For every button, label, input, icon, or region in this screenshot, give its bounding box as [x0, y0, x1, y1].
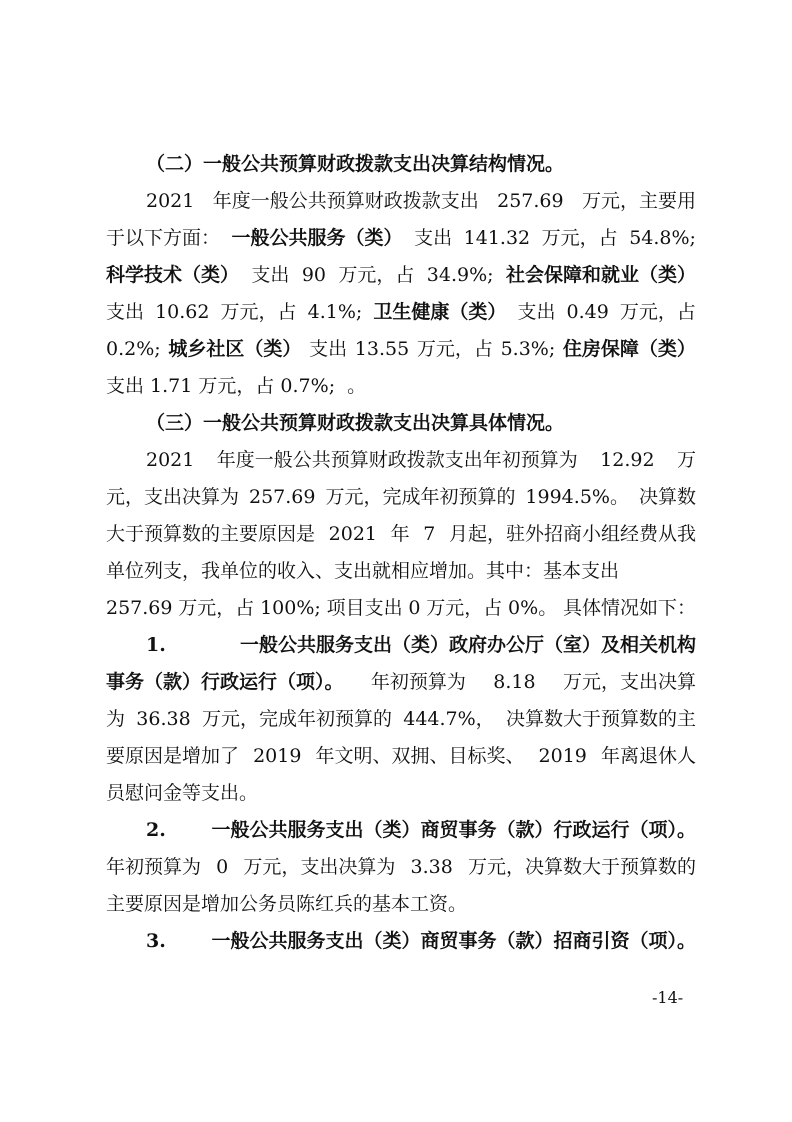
text-segment: 4.1%;	[307, 301, 363, 323]
text-segment: 257.69	[106, 597, 173, 619]
detail-paragraph	[106, 442, 696, 627]
text-segment: 员慰问金等支出。	[106, 782, 259, 804]
text-segment: 大于预算数的主要原因是	[106, 523, 316, 545]
text-segment: 8.18	[493, 671, 536, 693]
text-line	[106, 923, 696, 960]
text-line	[106, 220, 696, 257]
text-segment: 支出	[517, 301, 556, 323]
text-segment: 万元，占	[426, 597, 503, 619]
text-segment: 万元，完成年初预算的	[201, 708, 392, 730]
text-segment: 年文明、双拥、目标奖、	[315, 745, 525, 767]
category-label: 卫生健康（类）	[373, 301, 507, 323]
text-segment: 10.62	[155, 301, 210, 323]
text-segment: 支出	[251, 264, 290, 286]
text-segment: 万元，决算数大于预算数的	[467, 856, 696, 878]
text-line	[106, 442, 696, 479]
text-segment: 0.49	[566, 301, 609, 323]
text-segment: 0	[216, 856, 229, 878]
text-segment: 决算数	[638, 486, 696, 508]
text-segment: 444.7%，	[403, 708, 495, 730]
text-segment: 为	[106, 708, 126, 730]
text-segment: 支出 1.71 万元，占 0.7%; 。	[106, 375, 367, 397]
text-line	[106, 553, 696, 590]
page-number: -14-	[652, 988, 684, 1007]
detail-item-1	[106, 627, 696, 812]
text-segment: 万元，支出决算	[562, 671, 696, 693]
text-line	[106, 590, 696, 627]
text-segment: 万元，占	[338, 264, 415, 286]
text-segment: 141.32	[463, 227, 531, 249]
text-segment: 0.2%;	[106, 338, 161, 360]
detail-item-2	[106, 812, 696, 923]
item-heading: 一般公共服务支出（类）商贸事务（款）行政运行（项）。	[211, 819, 696, 841]
text-segment: 90	[301, 264, 326, 286]
text-segment: 7	[423, 523, 436, 545]
document-body	[106, 146, 696, 960]
text-segment: 决算数大于预算数的主	[505, 708, 696, 730]
text-line	[106, 812, 696, 849]
text-line	[106, 738, 696, 775]
text-line	[106, 664, 696, 701]
text-segment: 1994.5%。	[525, 486, 629, 508]
text-line	[106, 849, 696, 886]
text-line	[106, 479, 696, 516]
text-segment: 13.55	[354, 338, 410, 360]
heading-text: （二）一般公共预算财政拨款支出决算结构情况。	[146, 153, 565, 175]
text-segment: 年	[390, 523, 410, 545]
item-heading: 一般公共服务支出（类）政府办公厅（室）及相关机构	[239, 634, 696, 656]
text-segment: 34.9%;	[426, 264, 494, 286]
detail-item-3	[106, 923, 696, 960]
text-segment: 12.92	[600, 449, 655, 471]
heading-text: （三）一般公共预算财政拨款支出决算具体情况。	[146, 412, 565, 434]
text-segment: 项目支出	[326, 597, 403, 619]
text-segment: 支出	[309, 338, 348, 360]
text-segment: 年度一般公共预算财政拨款支出	[212, 190, 479, 212]
text-segment: 2021	[146, 190, 195, 212]
text-line	[106, 701, 696, 738]
text-line	[106, 516, 696, 553]
text-segment: 万元，占	[619, 301, 696, 323]
text-segment: 0%。	[508, 597, 558, 619]
text-segment: 万元，主要用	[581, 190, 696, 212]
text-segment: 3.38	[410, 856, 453, 878]
category-label: 城乡社区（类）	[168, 338, 302, 360]
text-segment: 万	[676, 449, 696, 471]
text-line	[106, 183, 696, 220]
item-number: 1.	[146, 634, 166, 656]
text-segment: 2021	[328, 523, 377, 545]
text-segment: 257.69	[248, 486, 316, 508]
text-line	[106, 886, 696, 923]
text-segment: 主要原因是增加公务员陈红兵的基本工资。	[106, 893, 468, 915]
text-line	[106, 331, 696, 368]
text-segment: 具体情况如下：	[562, 597, 696, 619]
text-line	[106, 775, 696, 812]
text-segment: 2021	[146, 449, 195, 471]
text-segment: 2019	[538, 745, 587, 767]
section-heading-3	[106, 405, 696, 442]
text-segment: 5.3%;	[500, 338, 556, 360]
text-line	[106, 294, 696, 331]
category-label: 社会保障和就业（类）	[505, 264, 696, 286]
text-segment: 支出	[414, 227, 453, 249]
text-segment: 万元，占	[178, 597, 255, 619]
structure-paragraph	[106, 183, 696, 405]
text-segment: 万元，完成年初预算的	[325, 486, 516, 508]
text-segment: 年离退休人	[600, 745, 696, 767]
text-segment: 月起，驻外招商小组经费从我	[448, 523, 696, 545]
text-segment: 要原因是增加了	[106, 745, 240, 767]
section-heading-2	[106, 146, 696, 183]
text-segment: 0	[408, 597, 421, 619]
item-heading: 2.	[146, 819, 166, 841]
text-segment: 单位列支，我单位的收入、支出就相应增加。其中：基本支出	[106, 560, 620, 582]
text-segment: 257.69	[497, 190, 564, 212]
text-line	[106, 627, 696, 664]
category-label: 一般公共服务（类）	[231, 227, 403, 249]
text-segment: 万元，支出决算为	[243, 856, 396, 878]
text-segment: 万元，占	[541, 227, 618, 249]
text-segment: 于以下方面：	[106, 227, 221, 249]
text-segment: 元，支出决算为	[106, 486, 240, 508]
text-segment: 54.8%;	[629, 227, 696, 249]
text-segment: 万元，占	[220, 301, 297, 323]
category-label: 科学技术（类）	[106, 264, 240, 286]
text-segment: 2019	[253, 745, 302, 767]
text-segment: 100%;	[260, 597, 321, 619]
text-line	[106, 368, 696, 405]
text-segment: 万元，占	[416, 338, 493, 360]
text-segment: 支出	[106, 301, 145, 323]
text-segment: 年度一般公共预算财政拨款支出年初预算为	[216, 449, 578, 471]
item-heading: 一般公共服务支出（类）商贸事务（款）招商引资（项）。	[211, 930, 696, 952]
text-line	[106, 257, 696, 294]
text-segment: 年初预算为	[370, 671, 466, 693]
text-segment: 年初预算为	[106, 856, 202, 878]
item-heading: 3.	[146, 930, 166, 952]
item-heading: 事务（款）行政运行（项）。	[106, 671, 344, 693]
text-segment: 36.38	[136, 708, 191, 730]
category-label: 住房保障（类）	[562, 338, 696, 360]
